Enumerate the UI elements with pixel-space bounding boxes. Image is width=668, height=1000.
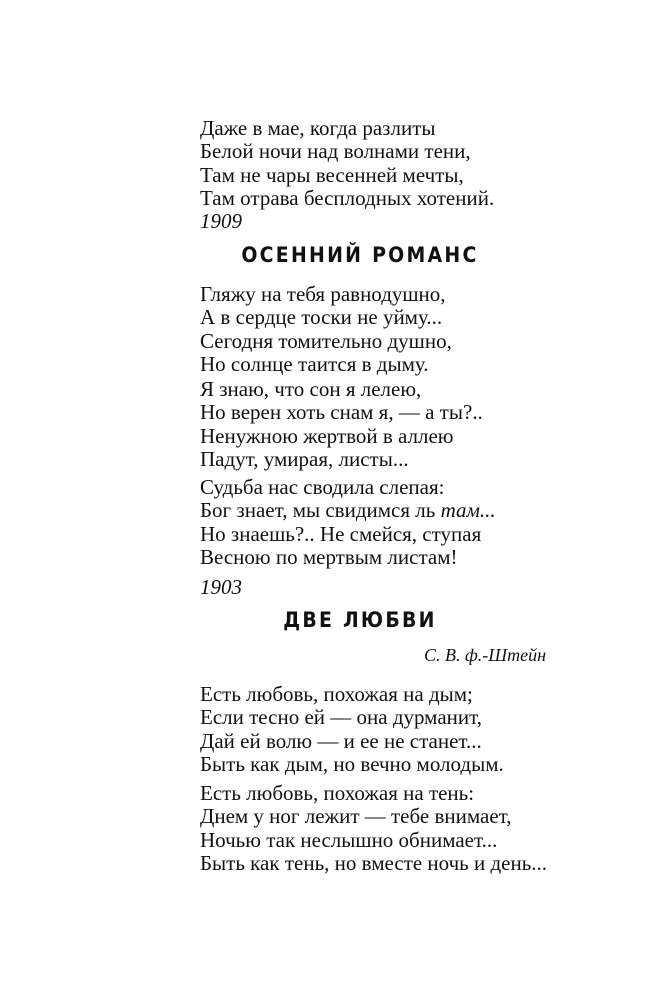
poem-line: Белой ночи над волнами тени, [200,139,471,164]
poem2-stanza-3 [200,476,620,570]
poem-line: Если тесно ей — она дурманит, [200,705,482,730]
poem-line: Но знаешь?.. Не смейся, ступая [200,521,482,546]
poem2-title: ОСЕННИЙ РОМАНС [241,243,479,267]
poem-line: Но солнце таится в дыму. [200,352,429,377]
poem-line: Днем у ног лежит — тебе внимает, [200,804,512,829]
emphasis-word: там... [440,498,496,523]
poem-line: Весною по мертвым листам! [200,545,458,570]
poem1-year: 1909 [200,209,242,233]
poem3-stanza-2 [200,782,620,876]
poem-line: Я знаю, что сон я лелею, [200,377,422,401]
poem-line: Но верен хоть снам я, — а ты?.. [200,400,483,425]
poem2-stanza-2 [200,378,620,472]
poem-line: Гляжу на тебя равнодушно, [200,282,446,306]
poem-line: Есть любовь, похожая на дым; [200,682,473,706]
poem3-dedication: С. В. ф.-Штейн [424,645,546,665]
poem1-stanza [200,117,620,211]
poem-line: Есть любовь, похожая на тень: [200,781,475,805]
poem-line: Ненужною жертвой в аллею [200,423,454,448]
poem2-year: 1903 [200,575,242,599]
poem3-title: ДВЕ ЛЮБВИ [283,608,437,632]
poem-line: Судьба нас сводила слепая: [200,475,445,499]
poem-line-text: Бог знает, мы свидимся ль [200,498,441,523]
poem-line: А в сердце тоски не уйму... [200,305,443,330]
poem-line: Дай ей волю — и ее не станет... [200,728,482,753]
poem-line: Сегодня томительно душно, [200,328,452,353]
poem2-stanza-1 [200,283,620,377]
poem-line: Падут, умирая, листы... [200,447,409,472]
poem-line: Быть как дым, но вечно молодым. [200,752,504,777]
poem-line: Ночью так неслышно обнимает... [200,827,498,852]
poem-line: Быть как тень, но вместе ночь и день... [200,851,548,876]
poem-line: Там не чары весенней мечты, [200,162,464,187]
poem-line: Даже в мае, когда разлиты [200,116,436,140]
poem-line [200,499,620,522]
poem3-stanza-1 [200,683,620,777]
poem-line: Там отрава бесплодных хотений. [200,186,495,211]
